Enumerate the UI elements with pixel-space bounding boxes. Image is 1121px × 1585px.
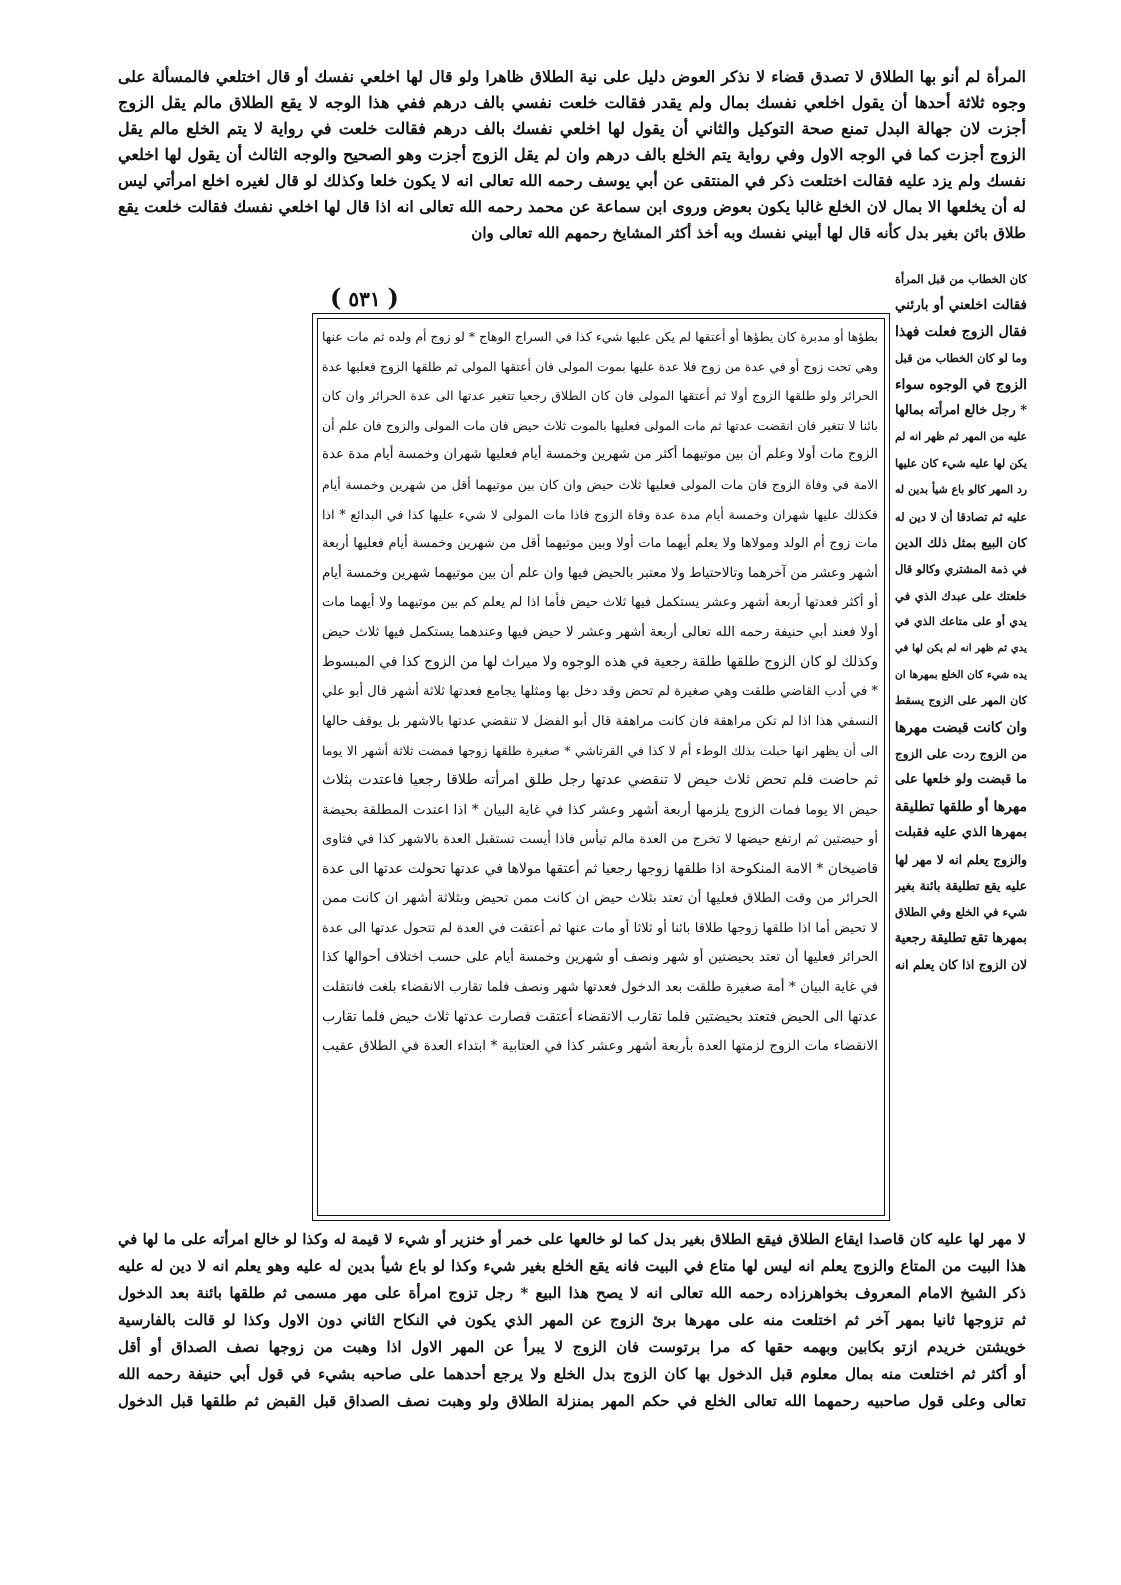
text-line: أو أكثر فعدتها أربعة أشهر وعشر يستكمل فيها ثلاث حيض فأما اذا لم يعلم كم بين موتيهما ولا أيهما مات	[322, 595, 878, 611]
text-line: ثم تزوجها ثانيا بمهر آخر ثم اختلعت منه على مهرها برئ الزوج عن المهر الذي يكون في النكاح الثاني دون الاول وكذا لو قالت بالفارسية	[118, 1311, 1026, 1329]
text-line: مات زوج أم الولد ومولاها ولا يعلم أيهما مات أولا وبين موتيهما أقل من شهرين وخمسة أيام فعليها أربعة	[322, 536, 878, 552]
text-line: عليه من المهر ثم ظهر انه لم	[895, 430, 1027, 444]
text-line: فكذلك عليها شهران وخمسة أيام مدة عدة وفاة الزوج فاذا مات المولى لا شيء عليها كذا في البدائع * اذا	[322, 506, 878, 522]
text-line: عدتها الى الحيض فتعتد بحيضتين فلما تقارب الانقضاء أعتقت فصارت عدتها ثلاث حيض فلما تقارب	[322, 1008, 878, 1025]
text-line: وجوه ثلاثة أحدها أن يقول اخلعي نفسك بمال ولم يقدر فقالت خلعت نفسي بالف درهم ففي هذا الوجه لا يقع الطلاق مالم يقل الزوج	[118, 93, 1026, 112]
text-line: الزوج في الوجوه سواء	[895, 376, 1027, 393]
text-line: مهرها أو طلقها تطليقة	[895, 798, 1027, 815]
text-line: الامة في وفاة الزوج فان مات المولى فعليها ثلاث حيض وان كان بين موتيهما أقل من شهرين وخمسة أيام	[322, 476, 878, 492]
text-line: المرأة لم أنو بها الطلاق لا تصدق قضاء لا نذكر العوض دليل على نية الطلاق ظاهرا ولو قال لها اخلعي نفسك أو قال اختلعي فالمسألة على	[118, 67, 1026, 86]
text-line: * في أدب القاضي طلقت وهي صغيرة لم تحض وقد دخل بها ومثلها يجامع فعدتها ثلاثة أشهر قال أبو علي	[322, 684, 878, 700]
text-line: هذا البيت من المتاع والزوج يعلم انه ليس لها متاع في البيت فانه يقع الخلع بغير شيء وكذا لو باع شيأ بدين له عليه وهو يعلم انه لا دين له عليه	[118, 1257, 1026, 1275]
framed-commentary-text	[322, 322, 878, 1062]
text-line: عليه يقع تطليقة بائنة بغير	[895, 877, 1027, 893]
text-line: طلاق بائن بغير بدل كأنه قال لها أبيني نفسك وبه أخذ أكثر المشايخ رحمهم الله تعالى وان	[471, 224, 1026, 242]
text-line: ما قبضت ولو خلعها على	[895, 772, 1027, 788]
text-line: يكن لها عليه شيء كان عليها	[895, 456, 1027, 470]
text-line: يده شيء كان الخلع بمهرها ان	[895, 668, 1027, 681]
text-line: خلعتك على عبدك الذي في	[895, 588, 1027, 603]
text-line: النسفي هذا اذا لم تكن مراهقة فان كانت مراهقة قال أبو الفضل لا تنقضي عدتها بالاشهر بل يوقف حالها	[322, 713, 878, 729]
text-line: أو حيضتين ثم ارتفع حيضها لا تخرج من العدة مالم تيأس فاذا أيست تستقبل العدة بالاشهر كذا في فتاوى	[322, 832, 878, 848]
text-line: في غاية البيان * أمة صغيرة طلقت بعد الدخول فعدتها شهر ونصف فلما تقارب الانقضاء بلغت فانتقلت	[322, 980, 878, 996]
text-line: الى أن يظهر انها حبلت بذلك الوطء أم لا كذا في القرتاشي * صغيرة طلقها زوجها فمضت ثلاثة أشهر الا يوما	[322, 743, 878, 759]
text-line: الانقضاء مات الزوج لزمتها العدة بأربعة أشهر وعشر كذا في العتابية * ابتداء العدة في الطلاق عقيب	[322, 1038, 878, 1055]
text-line: بمهرها الذي عليه فقبلت	[895, 825, 1027, 841]
text-line: رد المهر كالو باع شيأ بدين له	[895, 483, 1027, 497]
text-line: فقال الزوج فعلت فهذا	[895, 323, 1027, 340]
lower-text-block	[118, 1226, 1026, 1415]
text-line: بائنا لا تتغير فان انقضت عدتها ثم مات المولى فعليها بالموت ثلاث حيض فان مات المولى والزوج فان علم أن	[322, 417, 878, 433]
text-line: الحرائر فعليها أن تعتد بحيضتين أو شهر ونصف أو شهرين وخمسة أيام على حسب اختلاف أحوالها كذا	[322, 950, 878, 966]
text-line: الحرائر ولو طلقها الزوج أولا ثم أعتقها المولى فان كان الطلاق رجعيا تتغير عدتها الى عدة الحرائر وان كان	[322, 388, 878, 404]
text-line: وما لو كان الخطاب من قبل	[895, 351, 1027, 366]
text-line: يدي أو على متاعك الذي في	[895, 615, 1027, 629]
text-line: في ذمة المشتري وكالو قال	[895, 562, 1027, 577]
text-line: نفسك ولم يزد عليه فقالت اختلعت ذكر في المنتقى عن أبي يوسف رحمه الله تعالى انه لا يكون خلعا وكذلك لو قال لغيره اخلع امرأتي ليس	[118, 171, 1026, 190]
text-line: شيء في الخلع وفي الطلاق	[895, 905, 1027, 920]
text-line: يدي ثم ظهر انه لم يكن لها في	[895, 642, 1027, 655]
text-line: عليه ثم تصادقا أن لا دين له	[895, 509, 1027, 524]
text-line: لان الزوج اذا كان يعلم انه	[895, 957, 1027, 973]
text-line: أولا فعند أبي حنيفة رحمه الله تعالى أربعة أشهر وعشر لا حيض فيها وعندهما يستكمل فيها ثلاث حيض	[322, 624, 878, 640]
text-line: كان البيع بمثل ذلك الدين	[895, 534, 1027, 550]
text-line: فقالت اخلعني أو بارئني	[895, 297, 1027, 314]
text-line: * رجل خالع امرأته بمالها	[895, 402, 1027, 418]
page-number: ( ٥٣١ )	[330, 283, 399, 312]
text-line: وكذلك لو كان الزوج طلقها طلقة رجعية في هذه الوجوه ولا ميراث لها من الزوج كذا في المبسوط	[322, 653, 878, 670]
text-line: أو أكثر ثم اختلعت منه بمال معلوم قبل الدخول بها كان الزوج بدل الخلع ولا يرجع أحدهما على صاحبه بشيء في قول أبي حنيفة رحمه الله	[118, 1365, 1026, 1383]
text-line: من الزوج ردت على الزوج	[895, 747, 1027, 762]
text-line: الحرائر من وقت الطلاق فعليها أن تعتد بثلاث حيض ان كانت ممن تحيض وبثلاثة أشهر ان كانت ممن	[322, 890, 878, 907]
text-line: بمهرها تقع تطليقة رجعية	[895, 930, 1027, 946]
text-line: وهي تحت زوج أو في عدة من زوج فلا عدة عليها بموت المولى فان أعتقها المولى ثم طلقها الزوج فعليها عدة	[322, 358, 878, 374]
text-line: لا تحيض أما اذا طلقها زوجها طلاقا بائنا أو ثلاثا أو مات عنها ثم أعتقت في العدة لم تتحول عدتها الى عدة	[322, 920, 878, 936]
text-line: له أن يخلعها الا بمال لان الخلع غالبا يكون بعوض وروى ابن سماعة عن محمد رحمه الله تعالى انه اذا قال لها اخلعي نفسك فقالت خلعت يقع	[118, 197, 1026, 216]
text-line: كان المهر على الزوج يسقط	[895, 694, 1027, 708]
text-line: أشهر وعشر من آخرهما وتالاحتياط ولا معتبر بالحيض فيها وان علم أن بين موتيهما شهرين وخمسة أيام	[322, 565, 878, 581]
upper-text-block	[118, 64, 1026, 246]
text-line: بطؤها أو مدبرة كان يطؤها أو أعتقها لم يكن عليها شيء كذا في السراج الوهاج * لو زوج أم ولده ثم مات عنها	[322, 329, 878, 344]
text-line: قاضيخان * الامة المنكوحة اذا طلقها زوجها رجعيا ثم أعتقها مولاها في عدتها تحولت عدتها الى عدة	[322, 860, 878, 877]
text-line: الزوج أجزت كما في الوجه الاول وفي رواية يتم الخلع بالف درهم وان لم يقل الزوج أجزت وهو الصحيح والوجه الثالث أن يقول لها اخلعي	[118, 145, 1026, 164]
text-line: وان كانت قبضت مهرها	[895, 719, 1027, 736]
text-line: كان الخطاب من قبل المرأة	[895, 272, 1027, 286]
text-line: أجزت لان جهالة البدل تمنع صحة التوكيل والثاني أن يقول لها اخلعي نفسك بالف درهم فقالت خلعت في رواية لا يتم الخلع مالم يقل	[118, 119, 1026, 138]
text-line: ثم حاضت فلم تحض ثلاث حيض لا تنقضي عدتها رجل طلق امرأته طلاقا رجعيا فاعتدت بثلاث	[322, 771, 878, 788]
text-line: الزوج مات أولا وعلم أن بين موتيهما أكثر من شهرين وخمسة أيام فعليها شهران وخمسة أيام مدة عدة	[322, 447, 878, 463]
text-line: تعالى وعلى قول صاحبيه رحمهما الله تعالى الخلع في حكم المهر بمنزلة الطلاق ولو وهبت نصف الصداق قبل القبض ثم طلقها قبل الدخول	[118, 1392, 1026, 1410]
side-column-text	[895, 266, 1027, 979]
text-line: ذكر الشيخ الامام المعروف بخواهرزاده رحمه الله تعالى انه لا يصح هذا البيع * رجل تزوج امرأة على مهر مسمى ثم طلقها بائنة بعد الدخول	[118, 1284, 1026, 1302]
text-line: خويشتن خريدم ازتو بكابين وبهمه حقها كه مرا برتوست فان الزوج لا يبرأ عن المهر الاول اذا وهبت من زوجها نصف الصداق أو أقل	[118, 1338, 1026, 1356]
page-number-value: ٥٣١	[348, 287, 381, 311]
text-line: والزوج يعلم انه لا مهر لها	[895, 851, 1027, 867]
text-line: حيض الا يوما فمات الزوج يلزمها أربعة أشهر وعشر كذا في غاية البيان * اذا اعتدت المطلقة بحيضة	[322, 801, 878, 818]
text-line: لا مهر لها عليه كان قاصدا ايقاع الطلاق فيقع الطلاق بغير بدل كما لو خالعها على خمر أو خنزير أو شيء لا قيمة له وكذا لو خالع امرأته على ما لها في	[118, 1231, 1026, 1248]
